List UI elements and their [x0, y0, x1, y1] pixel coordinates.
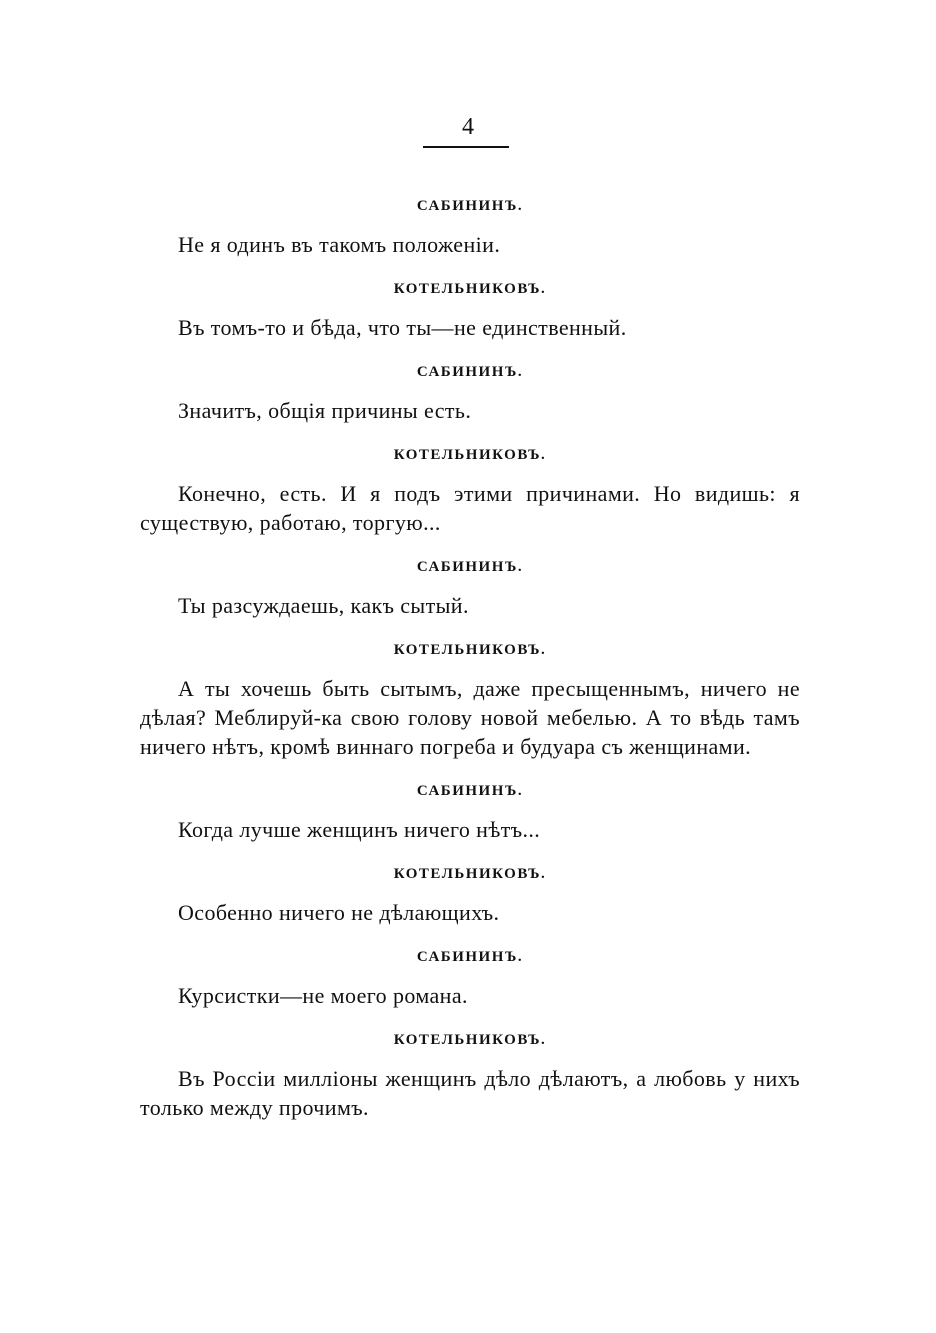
dialogue-line: Курсистки—не моего романа.	[178, 983, 468, 1008]
dialogue-text	[140, 196, 800, 1122]
speaker-heading: КОТЕЛЬНИКОВЪ.	[393, 281, 547, 297]
dialogue-line: А ты хочешь быть сытымъ, даже пресыщеннымъ, ничего не дѣлая? Меблируй-ка свою голову новой мебелью. А то вѣдь тамъ ничего нѣтъ, кромѣ виннаго погреба и будуара съ женщинами.	[140, 676, 800, 759]
speaker-heading: КОТЕЛЬНИКОВЪ.	[393, 642, 547, 658]
speaker-heading: САБИНИНЪ.	[416, 949, 524, 965]
speaker-heading: САБИНИНЪ.	[416, 559, 524, 575]
speaker-heading: САБИНИНЪ.	[416, 198, 524, 214]
dialogue-line: Ты разсуждаешь, какъ сытый.	[178, 593, 469, 618]
dialogue-line: Въ томъ-то и бѣда, что ты—не единственный.	[178, 315, 627, 340]
dialogue-line: Значитъ, общія причины есть.	[178, 398, 472, 423]
dialogue-line: Въ Россіи милліоны женщинъ дѣло дѣлаютъ, а любовь у нихъ только между прочимъ.	[140, 1066, 800, 1120]
page-number-rule	[423, 146, 509, 148]
speaker-heading: САБИНИНЪ.	[416, 783, 524, 799]
speaker-heading: КОТЕЛЬНИКОВЪ.	[393, 866, 547, 882]
dialogue-line: Когда лучше женщинъ ничего нѣтъ...	[178, 817, 541, 842]
dialogue-line: Не я одинъ въ такомъ положеніи.	[178, 232, 501, 257]
page-number: 4	[462, 114, 474, 140]
dialogue-line: Конечно, есть. И я подъ этими причинами. Но видишь: я существую, работаю, торгую...	[140, 481, 800, 535]
speaker-heading: КОТЕЛЬНИКОВЪ.	[393, 447, 547, 463]
speaker-heading: САБИНИНЪ.	[416, 364, 524, 380]
dialogue-line: Особенно ничего не дѣлающихъ.	[178, 900, 500, 925]
speaker-heading: КОТЕЛЬНИКОВЪ.	[393, 1032, 547, 1048]
